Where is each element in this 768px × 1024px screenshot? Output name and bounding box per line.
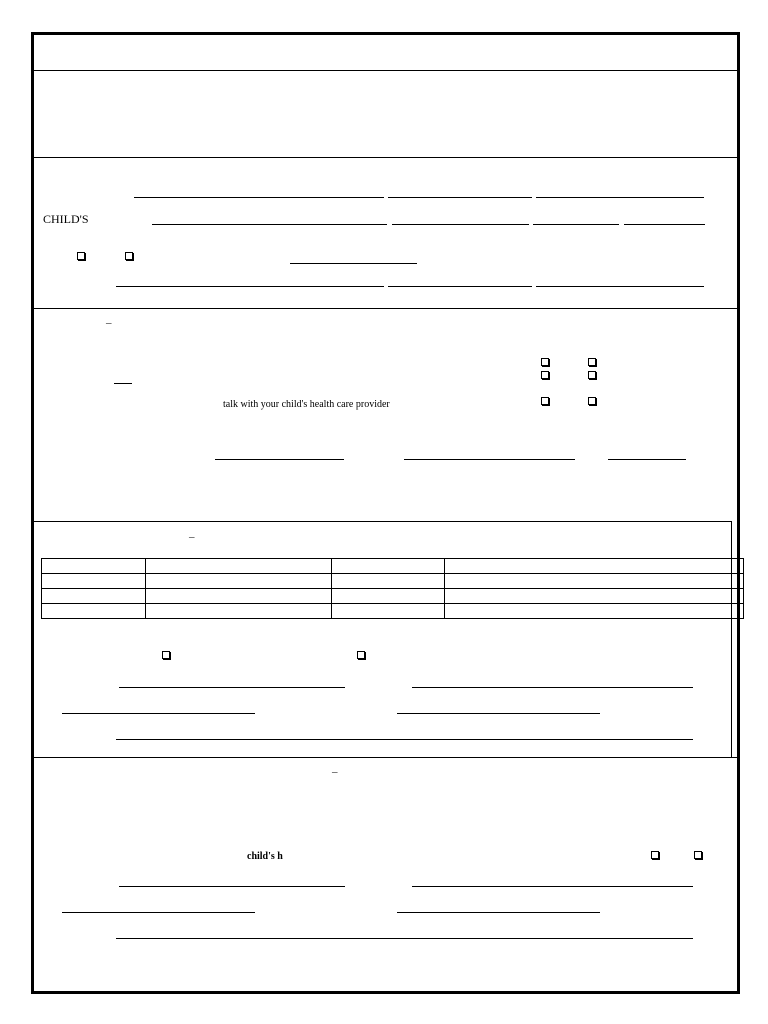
section4-dash: – [189, 531, 195, 543]
small-field-line[interactable] [114, 383, 132, 384]
health-label: child's h [247, 851, 283, 862]
checkbox[interactable] [651, 851, 659, 859]
address-field-line-2[interactable] [388, 286, 532, 287]
table-cell[interactable] [146, 574, 332, 589]
name-field-line-2[interactable] [397, 713, 600, 714]
checkbox[interactable] [357, 651, 365, 659]
child-field-line-2[interactable] [392, 224, 529, 225]
table-cell[interactable] [445, 589, 744, 604]
checkbox[interactable] [125, 252, 133, 260]
table-row [42, 604, 744, 619]
child-field-line[interactable] [152, 224, 387, 225]
form-frame [31, 32, 740, 994]
table-cell[interactable] [445, 559, 744, 574]
address-field-line[interactable] [116, 938, 693, 939]
table-cell[interactable] [146, 604, 332, 619]
checkbox[interactable] [588, 371, 596, 379]
address-field-line[interactable] [116, 286, 384, 287]
table-cell[interactable] [42, 604, 146, 619]
sig-field-line-2[interactable] [412, 886, 693, 887]
name-field-line-2[interactable] [397, 912, 600, 913]
name-field-line-3[interactable] [536, 197, 704, 198]
divider-section3 [34, 521, 732, 522]
sig-field-line-2[interactable] [404, 459, 575, 460]
address-field-line-3[interactable] [536, 286, 704, 287]
name-field-line[interactable] [62, 912, 255, 913]
table-row [42, 589, 744, 604]
sig-field-line[interactable] [119, 886, 345, 887]
table-cell[interactable] [42, 574, 146, 589]
divider-section2 [34, 308, 737, 309]
table-cell[interactable] [146, 559, 332, 574]
child-field-line-3[interactable] [533, 224, 619, 225]
checkbox[interactable] [541, 397, 549, 405]
sig-field-line[interactable] [119, 687, 345, 688]
table-cell[interactable] [332, 559, 445, 574]
divider-section1 [34, 157, 737, 158]
table-cell[interactable] [332, 589, 445, 604]
address-field-line[interactable] [116, 739, 693, 740]
name-field-line[interactable] [134, 197, 384, 198]
name-field-line-2[interactable] [388, 197, 532, 198]
checkbox[interactable] [541, 358, 549, 366]
date-field-line[interactable] [608, 459, 686, 460]
section4-right-border [731, 521, 732, 757]
sig-field-line[interactable] [215, 459, 344, 460]
checkbox[interactable] [588, 358, 596, 366]
table-cell[interactable] [146, 589, 332, 604]
checkbox[interactable] [588, 397, 596, 405]
section5-dash: – [332, 766, 338, 778]
table-cell[interactable] [445, 604, 744, 619]
checkbox[interactable] [694, 851, 702, 859]
table-cell[interactable] [42, 589, 146, 604]
divider-section4 [34, 757, 737, 758]
child-label: CHILD'S [43, 212, 89, 226]
sig-field-line-2[interactable] [412, 687, 693, 688]
table-cell[interactable] [42, 559, 146, 574]
table-cell[interactable] [332, 604, 445, 619]
checkbox[interactable] [162, 651, 170, 659]
child-field-line-4[interactable] [624, 224, 705, 225]
divider-header [34, 70, 737, 71]
table-cell[interactable] [332, 574, 445, 589]
short-field-line[interactable] [290, 263, 417, 264]
data-table [41, 558, 744, 619]
table-cell[interactable] [445, 574, 744, 589]
checkbox[interactable] [77, 252, 85, 260]
section3-dash: – [106, 317, 112, 329]
table-row [42, 574, 744, 589]
checkbox[interactable] [541, 371, 549, 379]
name-field-line[interactable] [62, 713, 255, 714]
provider-note: talk with your child's health care provider [223, 399, 390, 410]
table-row [42, 559, 744, 574]
